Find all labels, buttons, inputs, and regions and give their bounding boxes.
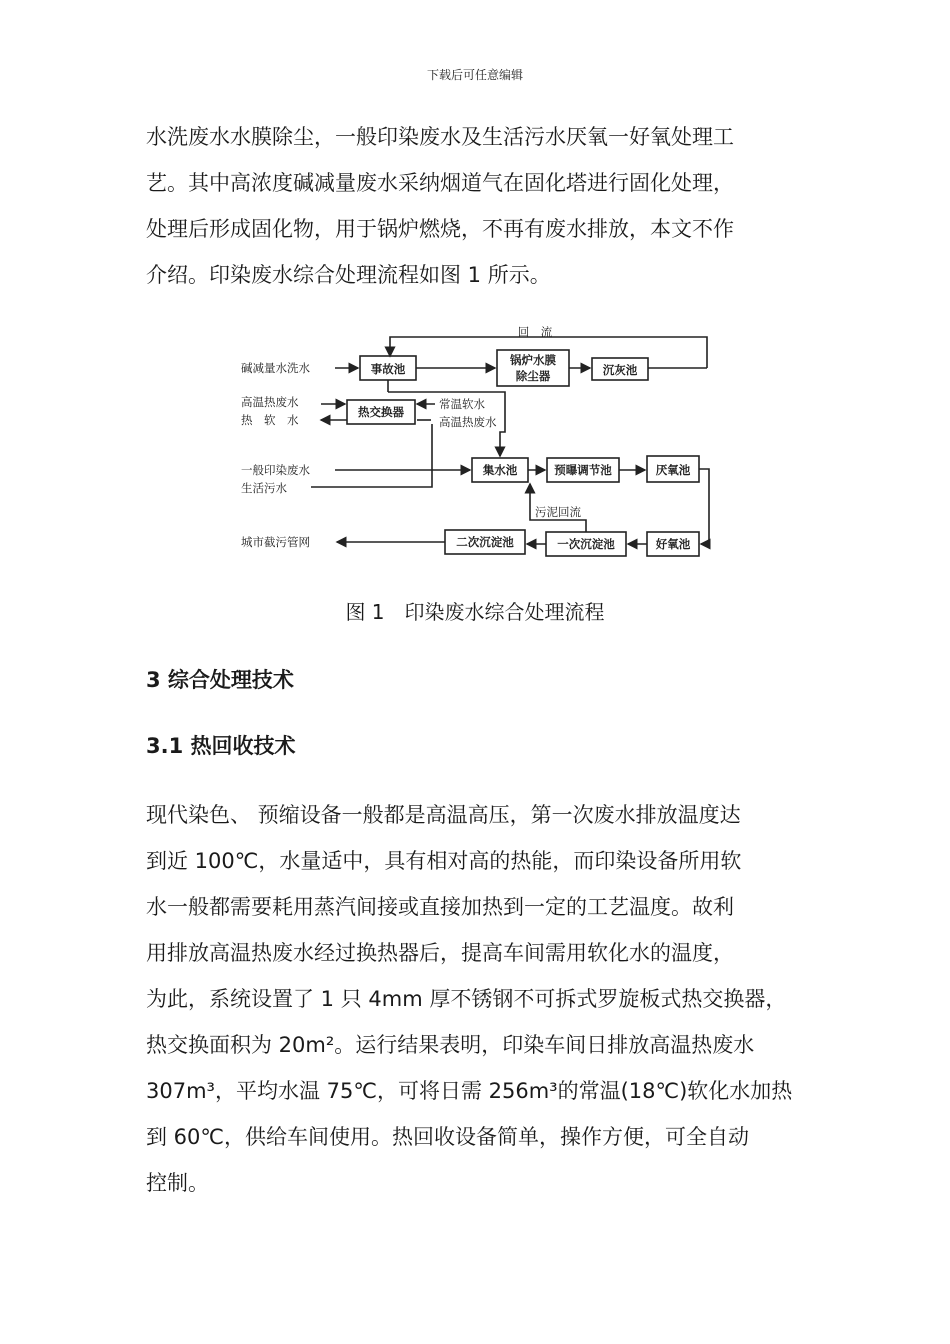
- label-shenghuo: 生活污水: [241, 481, 287, 495]
- label-gaowen-in: 高温热废水: [241, 395, 299, 409]
- text-line: 现代染色、 预缩设备一般都是高温高压，第一次废水排放温度达: [146, 803, 741, 827]
- page-header: 下载后可任意编辑: [426, 68, 523, 82]
- node-yanyang: 厌氧池: [655, 463, 691, 477]
- node-chenhui: 沉灰池: [602, 363, 638, 377]
- node-jishui: 集水池: [482, 463, 518, 477]
- text-line: 热交换面积为 20m²。运行结果表明，印染车间日排放高温热废水: [146, 1033, 755, 1057]
- text-line: 到近 100℃，水量适中，具有相对高的热能，而印染设备所用软: [146, 849, 742, 873]
- text-line: 水一般都需要耗用蒸汽间接或直接加热到一定的工艺温度。故利: [146, 895, 734, 919]
- label-changwen: 常温软水: [439, 397, 485, 411]
- text-line: 307m³，平均水温 75℃，可将日需 256m³的常温(18℃)软化水加热: [146, 1079, 793, 1103]
- label-chengshi: 城市截污管网: [241, 535, 310, 549]
- node-yici: 一次沉淀池: [557, 537, 615, 551]
- node-rejiao: 热交换器: [358, 405, 404, 419]
- node-haoyang: 好氧池: [655, 537, 691, 551]
- text-line: 用排放高温热废水经过换热器后，提高车间需用软化水的温度，: [146, 941, 734, 965]
- node-guolu-line1: 锅炉水膜: [510, 353, 556, 367]
- label-gaowen2: 高温热废水: [439, 415, 497, 429]
- text-line: 处理后形成固化物，用于锅炉燃烧，不再有废水排放，本文不作: [146, 217, 734, 241]
- body-paragraph: [146, 792, 816, 1206]
- text-line: 水洗废水水膜除尘，一般印染废水及生活污水厌氧一好氧处理工: [146, 125, 734, 149]
- figure-caption: 图 1 印染废水综合处理流程: [345, 600, 605, 624]
- node-yuqi: 预曝调节池: [554, 463, 612, 477]
- process-flow-diagram: [235, 322, 715, 566]
- label-rerui-out: 热 软 水: [241, 413, 299, 427]
- intro-paragraph: [146, 114, 816, 298]
- text-line: 艺。其中高浓度碱减量废水采纳烟道气在固化塔进行固化处理，: [146, 171, 734, 195]
- subsection-heading: 3.1 热回收技术: [146, 734, 296, 758]
- node-shigu: 事故池: [370, 362, 406, 376]
- label-yiban: 一般印染废水: [241, 463, 310, 477]
- section-heading: 3 综合处理技术: [146, 668, 294, 692]
- text-line: 到 60℃，供给车间使用。热回收设备简单，操作方便，可全自动: [146, 1125, 749, 1149]
- text-line: 为此，系统设置了 1 只 4mm 厚不锈钢不可拆式罗旋板式热交换器，: [146, 987, 787, 1011]
- node-erci: 二次沉淀池: [456, 535, 514, 549]
- label-jianjian: 碱减量水洗水: [241, 361, 310, 375]
- label-wuni: 污泥回流: [535, 505, 581, 519]
- node-guolu-line2: 除尘器: [515, 369, 551, 383]
- text-line: 介绍。印染废水综合处理流程如图 1 所示。: [146, 263, 551, 287]
- label-huiliu: 回 流: [517, 325, 553, 339]
- text-line: 控制。: [146, 1171, 209, 1195]
